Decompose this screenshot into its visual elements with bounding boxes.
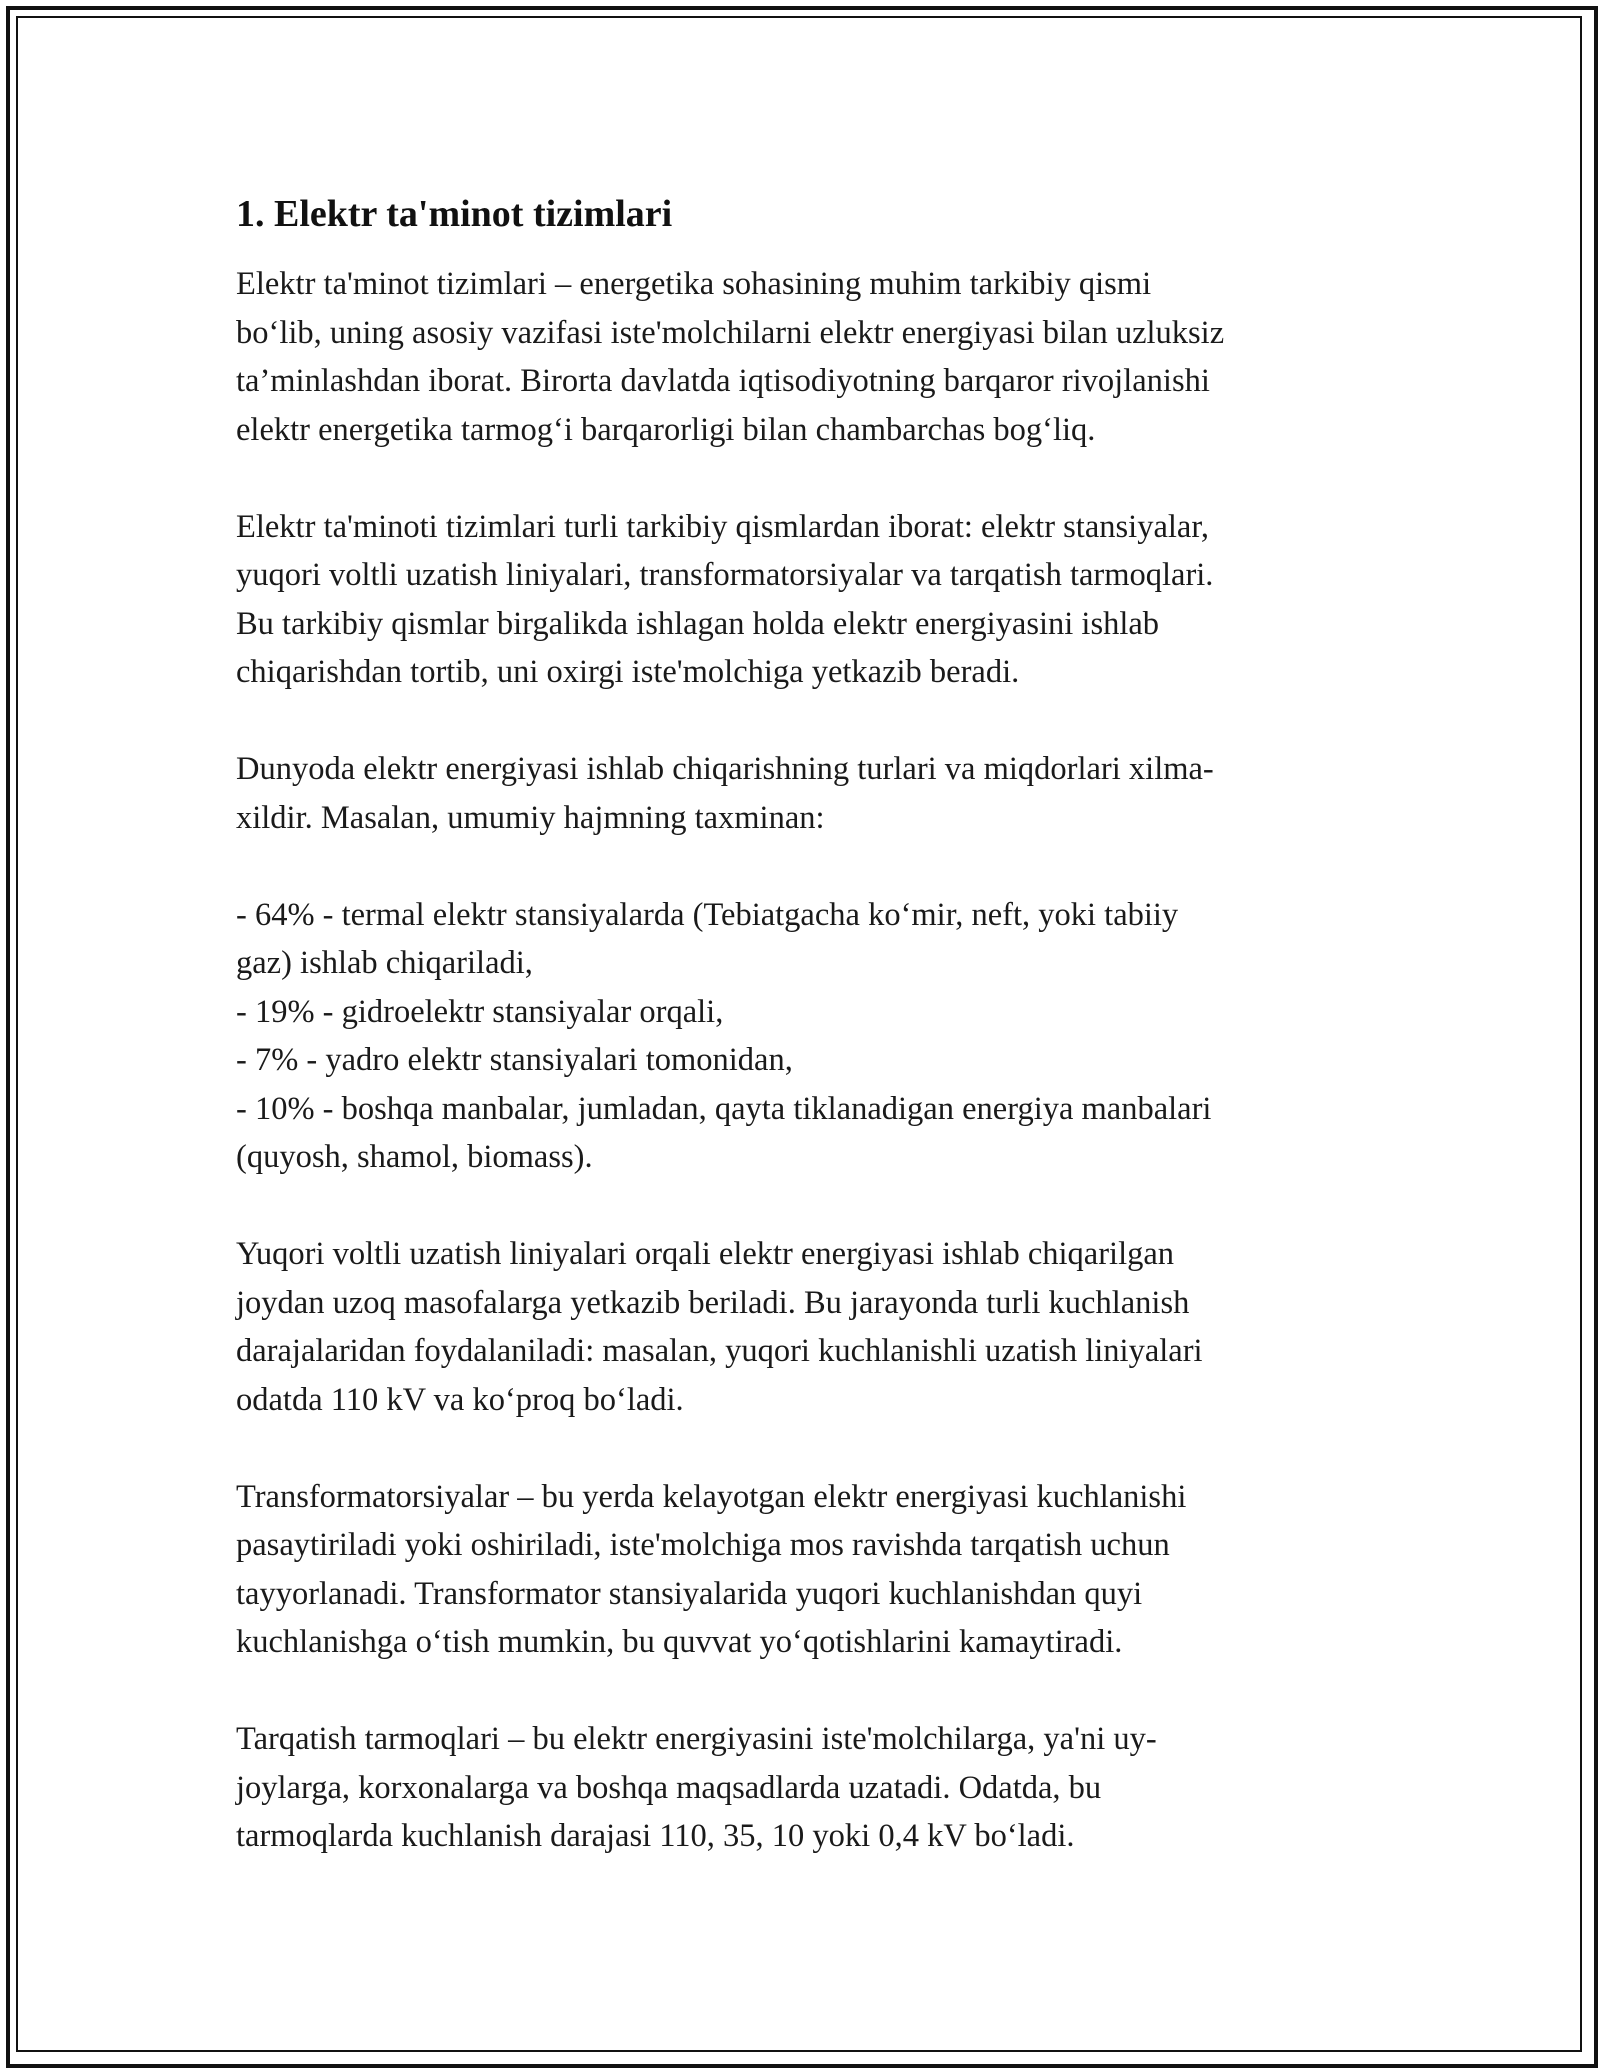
paragraph-distribution: Tarqatish tarmoqlari – bu elektr energiyasini iste'molchilarga, ya'ni uy- joylarga, korxonalarga va boshqa maqsadlarda uzatadi. Odatda, bu tarmoqlarda kuchlanish darajasi 110, 35, 10 yoki 0,4 kV bo‘ladi. bbox=[236, 1721, 1157, 1854]
list-item-other: - 10% - boshqa manbalar, jumladan, qayta tiklanadigan energiya manbalari (quyosh, shamol, biomass). bbox=[236, 1090, 1212, 1175]
paragraph-intro: Elektr ta'minot tizimlari – energetika sohasining muhim tarkibiy qismi bo‘lib, uning asosiy vazifasi iste'molchilarni elektr energiyasi bilan uzluksiz ta’minlashdan iborat. Birorta davlatda iqtisodiyotning barqaror rivojlanishi elektr energetika tarmog‘i barqarorligi bilan chambarchas bog‘liq. bbox=[236, 266, 1225, 448]
section-heading: 1. Elektr ta'minot tizimlari bbox=[236, 193, 673, 235]
generation-share-list bbox=[236, 891, 1366, 1182]
paragraph-components: Elektr ta'minoti tizimlari turli tarkibiy qismlardan iborat: elektr stansiyalar, yuqori voltli uzatish liniyalari, transformatorsiyalar va tarqatish tarmoqlari. Bu tarkibiy qismlar birgalikda ishlagan holda elektr energiyasini ishlab chiqarishdan tortib, uni oxirgi iste'molchiga yetkazib beradi. bbox=[236, 508, 1214, 690]
document-body bbox=[236, 186, 1366, 1909]
list-item-hydro: - 19% - gidroelektr stansiyalar orqali, bbox=[236, 993, 724, 1030]
list-item-thermal: - 64% - termal elektr stansiyalarda (Tebiatgacha ko‘mir, neft, yoki tabiiy gaz) ishlab chiqariladi, bbox=[236, 896, 1179, 981]
paragraph-substations: Transformatorsiyalar – bu yerda kelayotgan elektr energiyasi kuchlanishi pasaytiriladi yoki oshiriladi, iste'molchiga mos ravishda tarqatish uchun tayyorlanadi. Transformator stansiyalarida yuqori kuchlanishdan quyi kuchlanishga o‘tish mumkin, bu quvvat yo‘qotishlarini kamaytiradi. bbox=[236, 1478, 1187, 1660]
list-item-nuclear: - 7% - yadro elektr stansiyalari tomonidan, bbox=[236, 1042, 793, 1078]
paragraph-production: Dunyoda elektr energiyasi ishlab chiqarishning turlari va miqdorlari xilma- xildir. Masalan, umumiy hajmning taxminan: bbox=[236, 751, 1214, 836]
paragraph-transmission: Yuqori voltli uzatish liniyalari orqali elektr energiyasi ishlab chiqarilgan joydan uzoq masofalarga yetkazib beriladi. Bu jarayonda turli kuchlanish darajalaridan foydalaniladi: masalan, yuqori kuchlanishli uzatish liniyalari odatda 110 kV va ko‘proq bo‘ladi. bbox=[236, 1236, 1203, 1418]
